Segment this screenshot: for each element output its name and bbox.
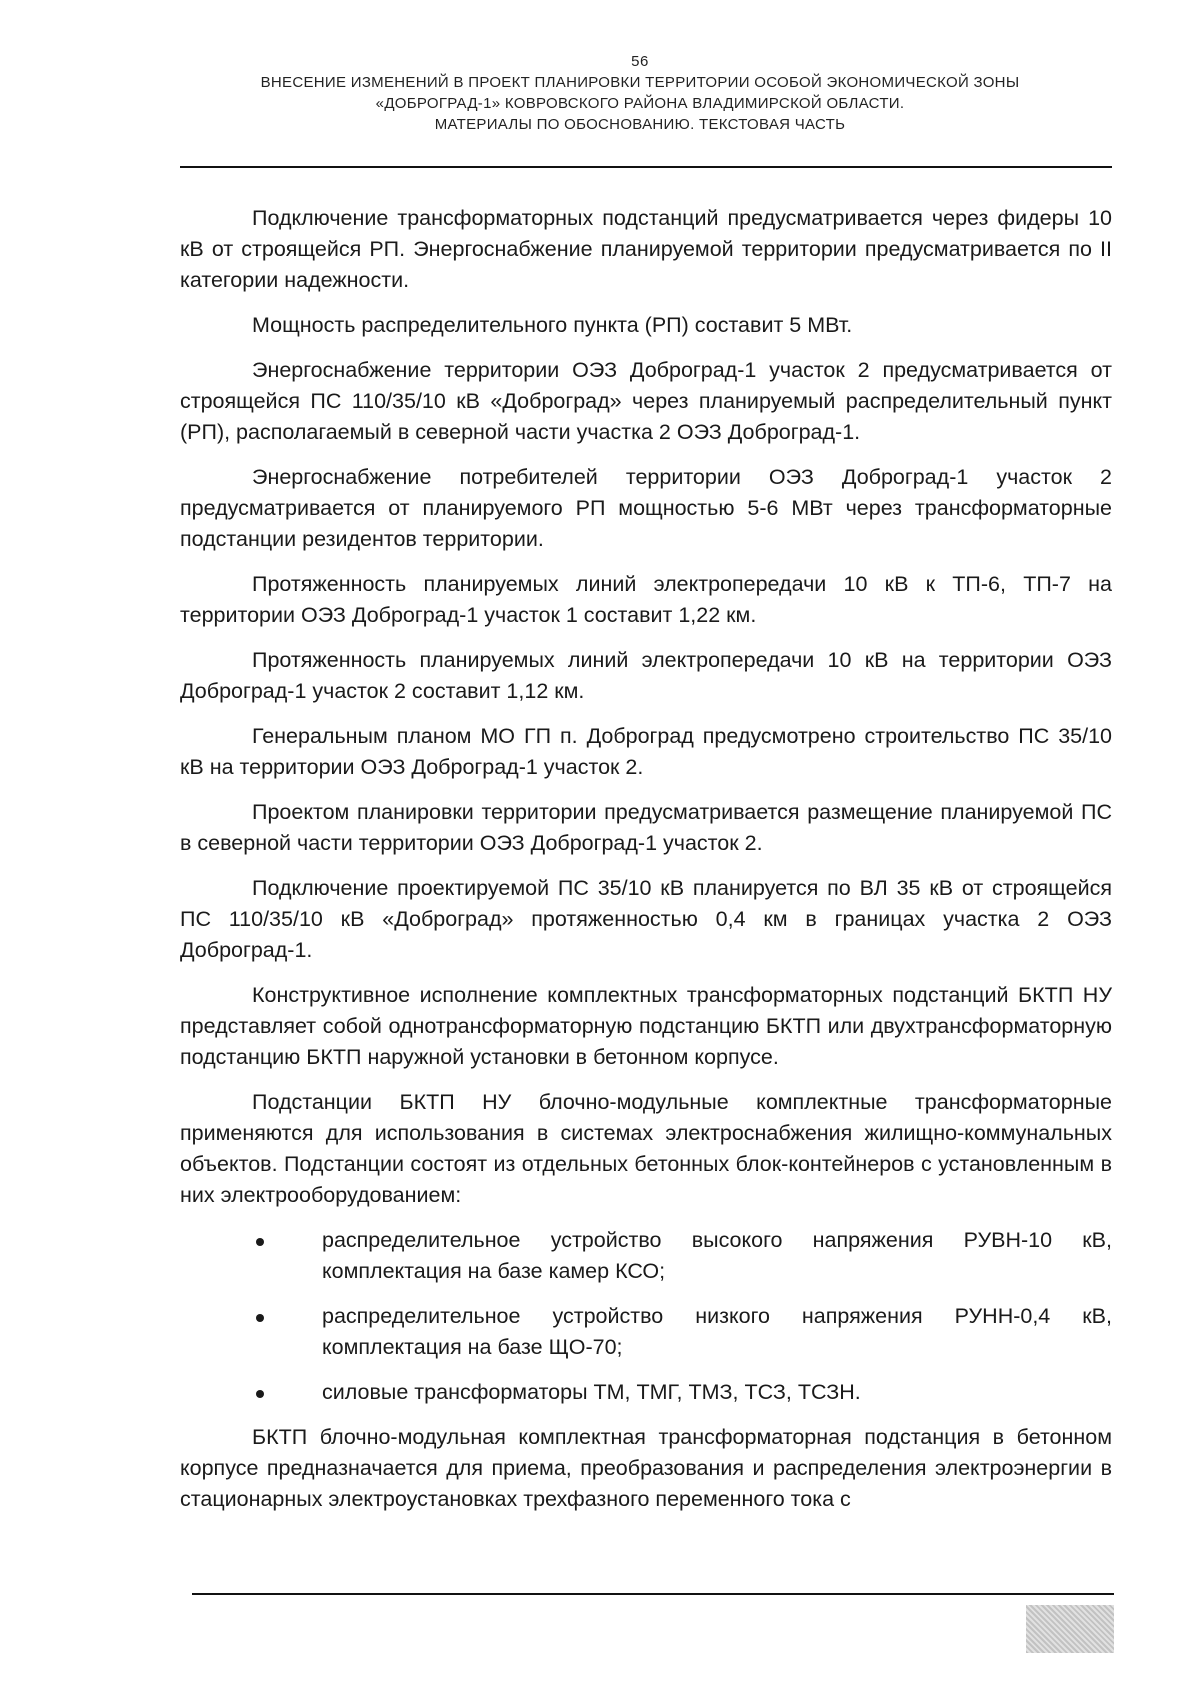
bullet-icon — [256, 1390, 264, 1398]
paragraph: Протяженность планируемых линий электропередачи 10 кВ на территории ОЭЗ Доброград-1 участок 2 составит 1,12 км. — [180, 648, 1112, 703]
bullet-icon — [256, 1238, 264, 1246]
paragraph: Энергоснабжение потребителей территории ОЭЗ Доброград-1 участок 2 предусматривается от планируемого РП мощностью 5-6 МВт через трансформаторные подстанции резидентов территории. — [180, 465, 1112, 551]
stamp-mark — [1026, 1605, 1114, 1653]
list-item-text: распределительное устройство высокого напряжения РУВН-10 кВ, комплектация на базе камер КСО; — [322, 1228, 1112, 1283]
list-item-text: распределительное устройство низкого напряжения РУНН-0,4 кВ, комплектация на базе ЩО-70; — [322, 1304, 1112, 1359]
header-divider — [180, 166, 1112, 168]
paragraph: Подключение проектируемой ПС 35/10 кВ планируется по ВЛ 35 кВ от строящейся ПС 110/35/10 кВ «Доброград» протяженностью 0,4 км в границах участка 2 ОЭЗ Доброград-1. — [180, 876, 1112, 962]
list-item — [180, 1377, 1112, 1408]
page-number: 56 — [631, 53, 649, 70]
bullet-icon — [256, 1314, 264, 1322]
list-item — [180, 1301, 1112, 1363]
footer-divider — [192, 1593, 1114, 1595]
paragraph: Проектом планировки территории предусматривается размещение планируемой ПС в северной части территории ОЭЗ Доброград-1 участок 2. — [180, 800, 1112, 855]
equipment-list — [180, 1225, 1112, 1408]
header-title-line-3: МАТЕРИАЛЫ ПО ОБОСНОВАНИЮ. ТЕКСТОВАЯ ЧАСТЬ — [434, 116, 846, 133]
paragraph: Подключение трансформаторных подстанций предусматривается через фидеры 10 кВ от строящейся РП. Энергоснабжение планируемой территории предусматривается по II категории надежности. — [180, 206, 1112, 292]
paragraph: БКТП блочно-модульная комплектная трансформаторная подстанция в бетонном корпусе предназначается для приема, преобразования и распределения электроэнергии в стационарных электроустановках трехфазного переменного тока с — [180, 1425, 1112, 1511]
header-title-line-1: ВНЕСЕНИЕ ИЗМЕНЕНИЙ В ПРОЕКТ ПЛАНИРОВКИ ТЕРРИТОРИИ ОСОБОЙ ЭКОНОМИЧЕСКОЙ ЗОНЫ — [260, 74, 1020, 91]
list-item-text: силовые трансформаторы ТМ, ТМГ, ТМЗ, ТСЗ, ТСЗН. — [322, 1380, 861, 1404]
paragraph: Протяженность планируемых линий электропередачи 10 кВ к ТП-6, ТП-7 на территории ОЭЗ Доброград-1 участок 1 составит 1,22 км. — [180, 572, 1112, 627]
paragraph: Конструктивное исполнение комплектных трансформаторных подстанций БКТП НУ представляет собой однотрансформаторную подстанцию БКТП или двухтрансформаторную подстанцию БКТП наружной установки в бетонном корпусе. — [180, 983, 1112, 1069]
paragraph: Генеральным планом МО ГП п. Доброград предусмотрено строительство ПС 35/10 кВ на территории ОЭЗ Доброград-1 участок 2. — [180, 724, 1112, 779]
list-item — [180, 1225, 1112, 1287]
paragraph: Энергоснабжение территории ОЭЗ Доброград-1 участок 2 предусматривается от строящейся ПС 110/35/10 кВ «Доброград» через планируемый распределительный пункт (РП), располагаемый в северной части участка 2 ОЭЗ Доброград-1. — [180, 358, 1112, 444]
paragraph: Мощность распределительного пункта (РП) составит 5 МВт. — [252, 313, 853, 337]
paragraph: Подстанции БКТП НУ блочно-модульные комплектные трансформаторные применяются для использования в системах электроснабжения жилищно-коммунальных объектов. Подстанции состоят из отдельных бетонных блок-контейнеров с установленным в них электрооборудованием: — [180, 1090, 1112, 1207]
document-body — [180, 203, 1112, 1529]
header-title-line-2: «ДОБРОГРАД-1» КОВРОВСКОГО РАЙОНА ВЛАДИМИРСКОЙ ОБЛАСТИ. — [375, 95, 905, 112]
page-header — [190, 52, 1090, 135]
